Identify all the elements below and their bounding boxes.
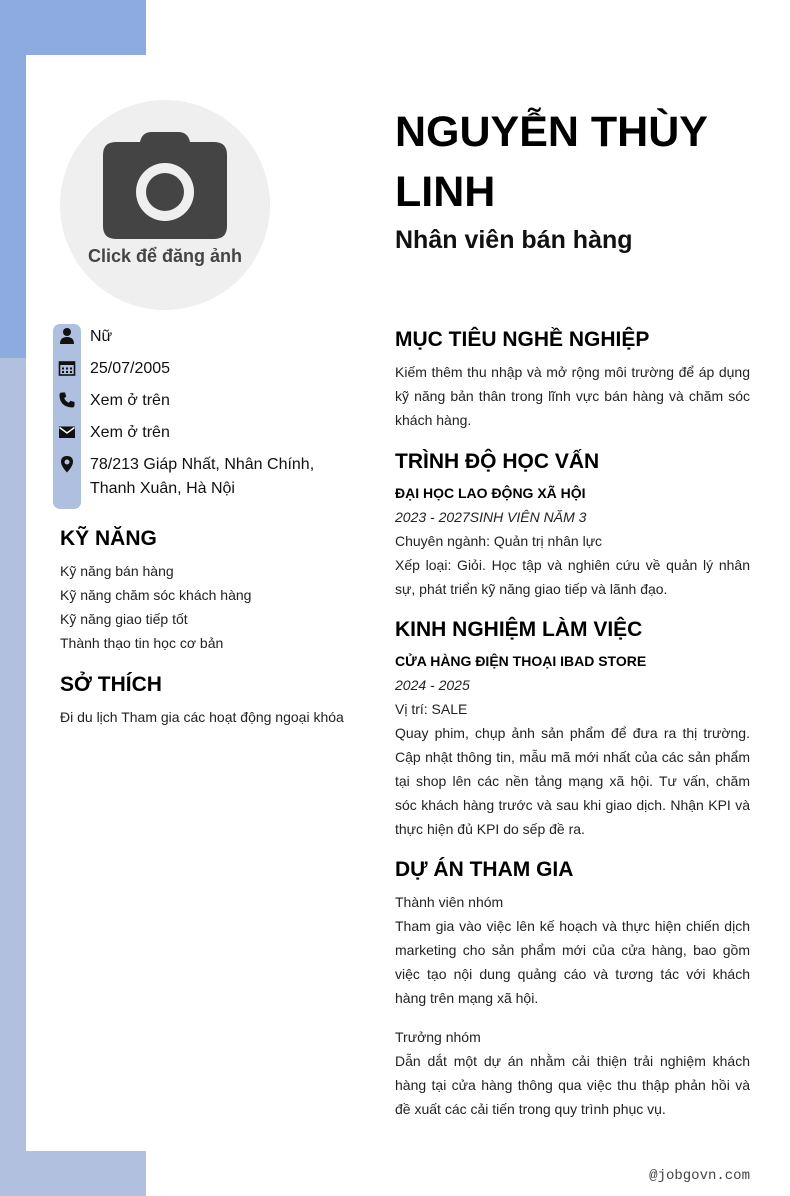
info-icon-bar: [53, 324, 81, 509]
education-school: ĐẠI HỌC LAO ĐỘNG XÃ HỘI: [395, 485, 586, 501]
decor-left-bar-bottom: [0, 358, 26, 1196]
gender-value: Nữ: [90, 328, 113, 345]
email-icon: [58, 423, 76, 441]
address-line-2: Thanh Xuân, Hà Nội: [90, 480, 235, 497]
candidate-name: NGUYỄN THÙY LINH: [395, 108, 708, 216]
hobbies-text: Đi du lịch Tham gia các hoạt động ngoại khóa: [60, 709, 344, 725]
phone-value: Xem ở trên: [90, 392, 170, 409]
objective-title: MỤC TIÊU NGHỀ NGHIỆP: [395, 328, 650, 351]
skill-item: Kỹ năng chăm sóc khách hàng: [60, 587, 252, 603]
education-title: TRÌNH ĐỘ HỌC VẤN: [395, 450, 600, 473]
skill-item: Kỹ năng giao tiếp tốt: [60, 611, 188, 627]
project-item: [395, 1025, 750, 1121]
email-value: Xem ở trên: [90, 424, 170, 441]
decor-left-bar-top: [0, 0, 26, 358]
skills-title: KỸ NĂNG: [60, 527, 157, 550]
experience-position: Vị trí: SALE: [395, 701, 468, 717]
phone-icon: [58, 391, 76, 409]
education-period: 2023 - 2027SINH VIÊN NĂM 3: [395, 509, 587, 525]
objective-text: Kiếm thêm thu nhập và mở rộng môi trường để áp dụng kỹ năng bản thân trong lĩnh vực bán hàng và chăm sóc khách hàng.: [395, 364, 750, 428]
experience-title: KINH NGHIỆM LÀM VIỆC: [395, 618, 643, 641]
calendar-icon: [58, 359, 76, 377]
experience-section: [395, 649, 750, 841]
candidate-role: Nhân viên bán hàng: [395, 226, 633, 254]
decor-bottom-bar: [0, 1151, 146, 1196]
experience-company: CỬA HÀNG ĐIỆN THOẠI IBAD STORE: [395, 653, 647, 669]
skill-item: Thành thạo tin học cơ bản: [60, 635, 224, 651]
education-major: Chuyên ngành: Quản trị nhân lực: [395, 533, 603, 549]
address-line-1: 78/213 Giáp Nhất, Nhân Chính,: [90, 456, 315, 473]
birthday-value: 25/07/2005: [90, 360, 171, 377]
project-detail: Tham gia vào việc lên kế hoạch và thực hiện chiến dịch marketing cho sản phẩm mới của cửa hàng, bao gồm việc tạo nội dung quảng cáo và tương tác với khách hàng trên mạng xã hội.: [395, 918, 750, 1006]
project-role: Thành viên nhóm: [395, 894, 504, 910]
avatar-upload[interactable]: [60, 100, 270, 310]
projects-title: DỰ ÁN THAM GIA: [395, 858, 574, 881]
location-pin-icon: [58, 455, 76, 473]
education-detail: Xếp loại: Giỏi. Học tập và nghiên cứu về quản lý nhân sự, phát triển kỹ năng giao tiếp và lãnh đạo.: [395, 557, 750, 597]
avatar-upload-label: Click để đăng ảnh: [87, 246, 243, 266]
camera-icon: [102, 130, 228, 240]
project-item: [395, 890, 750, 1010]
person-icon: [58, 327, 76, 345]
education-section: [395, 481, 750, 601]
footer-credit: @jobgovn.com: [649, 1168, 750, 1184]
project-detail: Dẫn dắt một dự án nhằm cải thiện trải nghiệm khách hàng tại cửa hàng thông qua việc thu thập phản hồi và đề xuất các cải tiến trong quy trình phục vụ.: [395, 1053, 750, 1117]
experience-detail: Quay phim, chụp ảnh sản phẩm để đưa ra thị trường. Cập nhật thông tin, mẫu mã mới nhất của các sản phẩm tại shop lên các nền tảng mạng xã hội. Tư vấn, chăm sóc khách hàng trước và sau khi giao dịch. Nhận KPI và thực hiện đủ KPI do sếp đề ra.: [395, 725, 750, 837]
hobbies-list: [60, 705, 360, 729]
skill-item: Kỹ năng bán hàng: [60, 563, 174, 579]
hobbies-title: SỞ THÍCH: [60, 673, 162, 696]
skills-list: [60, 559, 360, 655]
experience-period: 2024 - 2025: [395, 677, 470, 693]
project-role: Trưởng nhóm: [395, 1029, 481, 1045]
